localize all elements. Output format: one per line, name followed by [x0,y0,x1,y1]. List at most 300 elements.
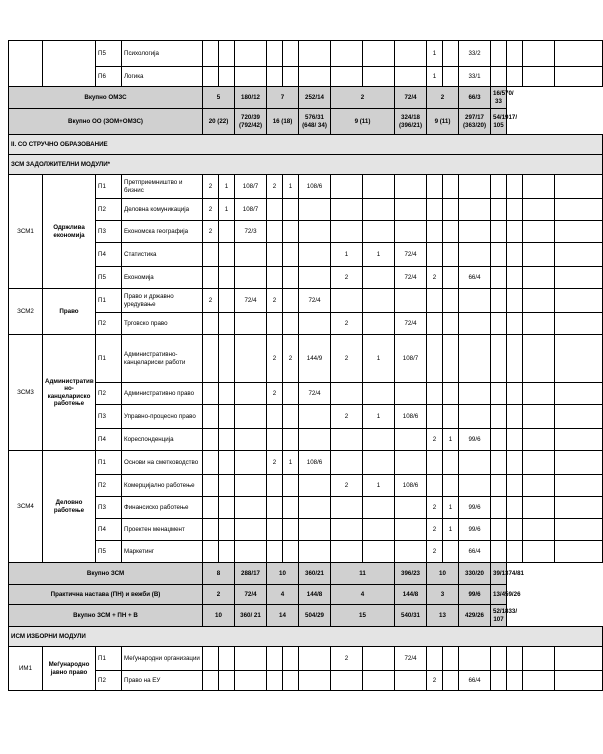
subject-value [459,313,491,335]
subject-value: 1 [443,497,459,519]
total-value: 429/26 [459,605,491,627]
subject-name: Маркетинг [122,541,203,563]
total-value: 4 [267,585,299,605]
total-value: 324/18 (396/21) [395,109,427,135]
table-cell [523,519,555,541]
subject-value [203,267,219,289]
total-value: 297/17 (363/20) [459,109,491,135]
module-name: Одржлива економија [43,175,96,289]
subject-value [331,289,363,313]
total-value: 13 [427,605,459,627]
table-cell [523,289,555,313]
table-cell [507,199,523,221]
subject-value: 72/4 [299,289,331,313]
subject-value [443,175,459,199]
total-value: 396/23 [395,563,427,585]
table-row [9,497,603,519]
total-value: 360/21 [299,563,331,585]
table-cell [507,313,523,335]
table-row [9,175,603,199]
subject-value [331,497,363,519]
table-cell [523,199,555,221]
subject-code: П4 [96,243,122,267]
table-cell [507,671,523,691]
subject-value: 108/6 [395,405,427,429]
curriculum-table [8,40,603,691]
subject-value [427,289,443,313]
table-cell [555,199,603,221]
subject-value [427,451,443,475]
subject-value [395,175,427,199]
total-value: 4 [331,585,395,605]
subject-value [219,243,235,267]
subject-name: Комерцијално работење [122,475,203,497]
subject-value [331,221,363,243]
subject-value: 2 [267,289,283,313]
table-cell [363,67,395,87]
subject-value [267,267,283,289]
subject-value [267,541,283,563]
table-cell [507,243,523,267]
table-cell [331,41,363,67]
table-row [9,585,603,605]
subject-value [459,199,491,221]
table-cell [555,267,603,289]
subject-value: 108/6 [395,475,427,497]
subject-value [363,451,395,475]
subject-name: Претприемништво и бизнис [122,175,203,199]
subject-value [283,383,299,405]
table-cell [555,313,603,335]
module-code-cell [9,41,43,87]
subject-value: 2 [331,267,363,289]
total-value: 144/8 [299,585,331,605]
subject-value [363,541,395,563]
subject-value: 2 [267,383,283,405]
table-cell [235,67,267,87]
subject-value: 2 [267,335,283,383]
table-cell [507,221,523,243]
subject-value [219,647,235,671]
subject-value [267,429,283,451]
subject-value [427,405,443,429]
total-value: 10 [203,605,235,627]
subject-code: П3 [96,405,122,429]
table-cell [555,243,603,267]
total-value: 15 [331,605,395,627]
table-cell [219,67,235,87]
subject-name: Економија [122,267,203,289]
module-code: ЗСМ4 [9,451,43,563]
subject-value [219,335,235,383]
subject-value [395,451,427,475]
subject-value [299,429,331,451]
table-cell [555,335,603,383]
total-value: 14 [267,605,299,627]
total-value: 288/17 [235,563,267,585]
table-cell [507,429,523,451]
subject-value [283,289,299,313]
subject-value [491,671,507,691]
subject-value [219,383,235,405]
section-heading: ЗСМ ЗАДОЛЖИТЕЛНИ МОДУЛИ* [9,155,603,175]
table-cell [507,335,523,383]
table-cell [555,497,603,519]
subject-name: Економска географија [122,221,203,243]
table-row [9,405,603,429]
subject-value [219,519,235,541]
total-value: 5 [203,87,235,109]
subject-value [395,519,427,541]
subject-value [203,519,219,541]
subject-name: Психологија [122,41,203,67]
total-value: 2 [427,87,459,109]
module-name: Административ но-канцелариско работење [43,335,96,451]
module-code: ЗСМ1 [9,175,43,289]
subject-value [203,475,219,497]
subject-name: Право на ЕУ [122,671,203,691]
table-cell [555,383,603,405]
subject-value: 72/4 [299,383,331,405]
subject-value [331,671,363,691]
subject-value [283,267,299,289]
table-cell [507,41,523,67]
subject-value [283,519,299,541]
subject-value [235,541,267,563]
table-row [9,313,603,335]
table-cell [523,335,555,383]
subject-value [395,541,427,563]
table-cell [283,67,299,87]
subject-value [235,267,267,289]
subject-value: 2 [283,335,299,383]
subject-value [427,647,443,671]
subject-value: 108/7 [235,175,267,199]
subject-value [219,541,235,563]
subject-value [235,429,267,451]
subject-value [235,405,267,429]
subject-value: 99/6 [459,519,491,541]
table-cell [555,289,603,313]
subject-value [443,289,459,313]
subject-value [427,221,443,243]
subject-value [283,497,299,519]
table-cell [491,41,507,67]
total-label: Вкупно ЗСМ [9,563,203,585]
total-value: 11 [331,563,395,585]
subject-value [395,497,427,519]
subject-value [443,405,459,429]
subject-value [491,451,507,475]
table-cell [219,41,235,67]
subject-value [235,243,267,267]
subject-value [459,289,491,313]
subject-value [331,541,363,563]
table-row [9,41,603,67]
subject-value [283,313,299,335]
total-value: 13/459/26 [491,585,507,605]
subject-value [299,475,331,497]
subject-value [267,519,283,541]
subject-code: П4 [96,519,122,541]
subject-name: Статистика [122,243,203,267]
table-row [9,451,603,475]
table-cell [507,475,523,497]
total-value: 540/31 [395,605,427,627]
table-cell [443,41,459,67]
subject-value [395,221,427,243]
table-cell [507,541,523,563]
total-value: 52/1833/ 107 [491,605,507,627]
module-code: ЗСМ2 [9,289,43,335]
subject-value [491,541,507,563]
table-row [9,199,603,221]
subject-value [459,175,491,199]
module-name: Право [43,289,96,335]
subject-code: П1 [96,335,122,383]
subject-value [267,647,283,671]
subject-value [283,429,299,451]
total-value: 504/29 [299,605,331,627]
total-value: 3 [427,585,459,605]
subject-code: П4 [96,429,122,451]
subject-value [363,199,395,221]
subject-value [491,335,507,383]
subject-value [443,541,459,563]
subject-value: 72/4 [395,243,427,267]
table-cell [507,383,523,405]
table-cell: 33/1 [459,67,491,87]
subject-value [235,335,267,383]
table-cell [523,313,555,335]
subject-value: 1 [363,335,395,383]
table-cell [555,475,603,497]
table-row [9,267,603,289]
subject-value [219,429,235,451]
table-cell [507,405,523,429]
subject-value: 2 [331,475,363,497]
subject-value [443,671,459,691]
subject-value [427,313,443,335]
subject-value: 2 [427,541,443,563]
total-value: 10 [427,563,459,585]
table-row [9,155,603,175]
table-cell [555,647,603,671]
total-value: 720/39 (792/42) [235,109,267,135]
total-value: 7 [267,87,299,109]
subject-value: 99/6 [459,429,491,451]
subject-value: 2 [203,175,219,199]
table-cell [507,289,523,313]
total-value: 9 (11) [427,109,459,135]
subject-value [219,671,235,691]
total-value: 2 [203,585,235,605]
subject-value: 1 [363,475,395,497]
subject-value: 66/4 [459,267,491,289]
table-cell [523,221,555,243]
module-name: Деловно работење [43,451,96,563]
subject-value: 108/6 [299,175,331,199]
subject-value [491,267,507,289]
subject-value [443,313,459,335]
table-cell [523,41,555,67]
table-cell [507,647,523,671]
subject-value: 2 [203,289,219,313]
subject-value [299,243,331,267]
table-row [9,221,603,243]
subject-value [219,289,235,313]
subject-value [219,475,235,497]
subject-code: П1 [96,175,122,199]
subject-value: 72/4 [395,313,427,335]
subject-value: 1 [283,175,299,199]
subject-value [427,475,443,497]
subject-value [299,519,331,541]
subject-value [203,405,219,429]
table-row [9,87,603,109]
table-cell [555,541,603,563]
table-cell [523,383,555,405]
subject-value [235,451,267,475]
subject-name: Административно-канцелариски работи [122,335,203,383]
table-row [9,109,603,135]
table-cell [555,671,603,691]
subject-name: Управно-процесно право [122,405,203,429]
total-value: 144/8 [395,585,427,605]
table-cell: 1 [427,41,443,67]
subject-value [267,243,283,267]
subject-value [219,221,235,243]
subject-value [235,647,267,671]
table-cell [507,67,523,87]
table-cell [523,497,555,519]
section-heading: ИСМ ИЗБОРНИ МОДУЛИ [9,627,603,647]
subject-value [395,429,427,451]
table-row [9,563,603,585]
subject-value [283,541,299,563]
subject-value [219,405,235,429]
subject-name: Право и државно уредување [122,289,203,313]
subject-value: 2 [427,497,443,519]
total-label: Вкупно ЗСМ + ПН + В [9,605,203,627]
subject-value: 72/4 [235,289,267,313]
subject-value [491,243,507,267]
module-code: ЗСМ3 [9,335,43,451]
total-value: 180/12 [235,87,267,109]
total-value: 16/570/ 33 [491,87,507,109]
subject-value [203,451,219,475]
subject-value [363,519,395,541]
module-code: ИМ1 [9,647,43,691]
subject-name: Кореспонденција [122,429,203,451]
table-cell [523,243,555,267]
subject-value [283,243,299,267]
table-cell [507,267,523,289]
subject-value [443,335,459,383]
subject-value [459,405,491,429]
subject-value: 2 [203,199,219,221]
table-cell: 33/2 [459,41,491,67]
subject-value: 66/4 [459,541,491,563]
subject-value [491,175,507,199]
subject-value [443,221,459,243]
subject-value [443,451,459,475]
subject-value [299,647,331,671]
subject-value [299,671,331,691]
subject-value [363,429,395,451]
subject-code: П2 [96,313,122,335]
table-cell [555,405,603,429]
subject-value [203,647,219,671]
subject-value [427,243,443,267]
subject-value [219,497,235,519]
table-row [9,647,603,671]
subject-value [283,475,299,497]
subject-value [395,671,427,691]
subject-code: П3 [96,221,122,243]
subject-value: 1 [363,405,395,429]
subject-value [235,383,267,405]
subject-value [491,405,507,429]
subject-code: П2 [96,671,122,691]
subject-value [363,267,395,289]
subject-value: 2 [267,451,283,475]
subject-value: 2 [427,519,443,541]
subject-code: П2 [96,475,122,497]
subject-name: Основи на сметководство [122,451,203,475]
table-row [9,627,603,647]
subject-code: П2 [96,199,122,221]
subject-value: 1 [443,429,459,451]
subject-value [299,267,331,289]
subject-value [459,383,491,405]
subject-name: Финансиско работење [122,497,203,519]
subject-value [427,199,443,221]
subject-value: 2 [267,175,283,199]
table-cell [235,41,267,67]
subject-value [459,221,491,243]
table-cell [523,405,555,429]
table-cell [555,175,603,199]
subject-value [459,475,491,497]
table-cell [363,41,395,67]
subject-value [299,199,331,221]
table-row [9,383,603,405]
subject-code: П1 [96,289,122,313]
subject-value: 1 [283,451,299,475]
table-row [9,135,603,155]
subject-value [491,519,507,541]
subject-name: Деловна комуникација [122,199,203,221]
table-cell [507,497,523,519]
subject-value: 99/6 [459,497,491,519]
subject-value [459,243,491,267]
subject-value [459,335,491,383]
subject-value [491,199,507,221]
total-value: 2 [331,87,395,109]
table-cell [555,429,603,451]
subject-value [235,475,267,497]
subject-value: 72/4 [395,647,427,671]
total-value: 576/31 (648/ 34) [299,109,331,135]
subject-value [395,199,427,221]
subject-value [267,405,283,429]
subject-value [363,647,395,671]
subject-value: 144/9 [299,335,331,383]
subject-value [283,199,299,221]
subject-name: Меѓународни организации [122,647,203,671]
subject-value [491,289,507,313]
